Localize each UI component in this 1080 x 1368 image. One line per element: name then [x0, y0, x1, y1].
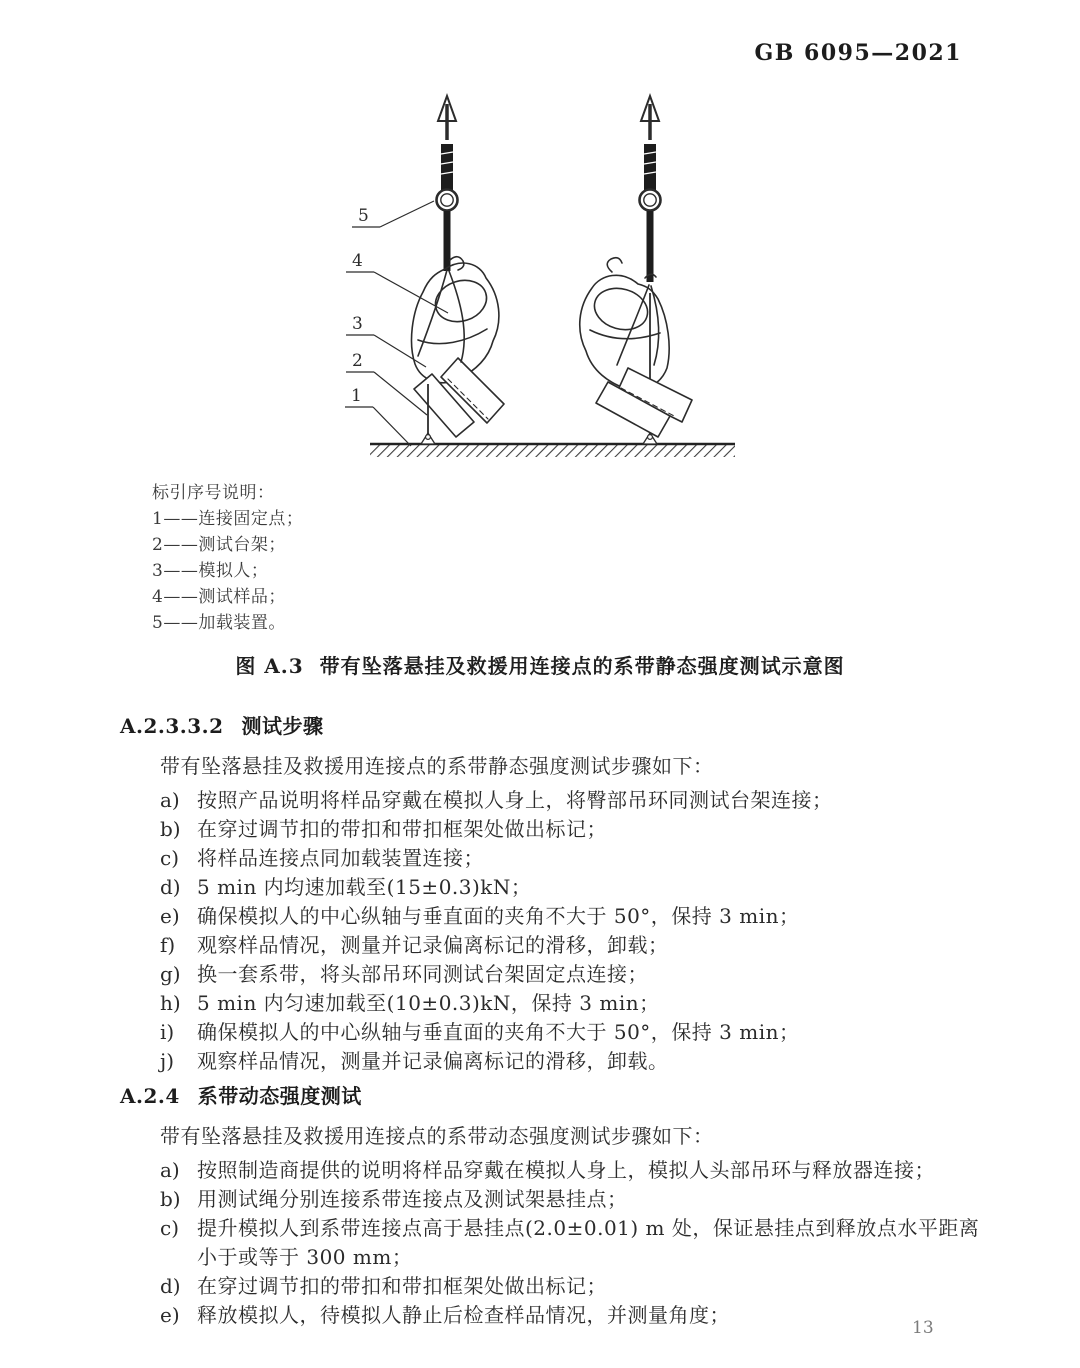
- standard-code-header: GB 6095—2021: [754, 40, 962, 66]
- test-steps-list: [120, 786, 980, 1076]
- section-number: A.2.4: [120, 1084, 180, 1108]
- list-item: b) 在穿过调节扣的带扣和带扣框架处做出标记；: [160, 817, 607, 841]
- load-ring-icon: [640, 190, 661, 211]
- callout-4: 4: [352, 251, 363, 271]
- legend-item: 4——测试样品；: [152, 587, 286, 607]
- figure-caption: [0, 650, 1080, 679]
- section-intro: 带有坠落悬挂及救援用连接点的系带静态强度测试步骤如下：: [160, 754, 714, 778]
- section-title: 系带动态强度测试: [197, 1084, 362, 1108]
- figure-legend: [152, 480, 303, 636]
- legend-item: 5——加载装置。: [152, 613, 286, 633]
- list-item: d) 5 min 内均速加载至(15±0.3)kN；: [160, 875, 532, 899]
- legend-item: 2——测试台架；: [152, 535, 286, 555]
- right-load-assembly: [640, 96, 661, 282]
- load-ring-icon: [437, 190, 458, 211]
- legend-item: 1——连接固定点；: [152, 509, 304, 529]
- legend-item: 3——模拟人；: [152, 561, 269, 581]
- list-item: d) 在穿过调节扣的带扣和带扣框架处做出标记；: [160, 1274, 607, 1298]
- list-item: h) 5 min 内匀速加载至(10±0.3)kN，保持 3 min；: [160, 991, 660, 1015]
- left-dummy: [412, 257, 504, 437]
- ground-hatch: [370, 444, 735, 457]
- section-heading: [120, 712, 980, 740]
- figure-caption-label: 图 A.3: [235, 654, 304, 678]
- section-number: A.2.3.3.2: [120, 714, 224, 738]
- page-number: 13: [912, 1318, 934, 1338]
- legend-title: 标引序号说明：: [152, 483, 275, 503]
- list-item: i) 确保模拟人的中心纵轴与垂直面的夹角不大于 50°，保持 3 min；: [160, 1020, 800, 1044]
- list-item: b) 用测试绳分别连接系带连接点及测试架悬挂点；: [160, 1187, 628, 1211]
- list-item: a) 按照制造商提供的说明将样品穿戴在模拟人身上，模拟人头部吊环与释放器连接；: [160, 1158, 935, 1182]
- list-item: f) 观察样品情况，测量并记录偏离标记的滑移，卸载；: [160, 933, 669, 957]
- list-item: c) 提升模拟人到系带连接点高于悬挂点(2.0±0.01) m 处，保证悬挂点到释放点水平距离小于或等于 300 mm；: [160, 1216, 980, 1269]
- list-item: e) 确保模拟人的中心纵轴与垂直面的夹角不大于 50°，保持 3 min；: [160, 904, 800, 928]
- list-item: c) 将样品连接点同加载装置连接；: [160, 846, 484, 870]
- right-dummy: [580, 258, 692, 437]
- list-item: a) 按照产品说明将样品穿戴在模拟人身上，将臀部吊环同测试台架连接；: [160, 788, 833, 812]
- section-intro: 带有坠落悬挂及救援用连接点的系带动态强度测试步骤如下：: [160, 1124, 714, 1148]
- list-item: g) 换一套系带，将头部吊环同测试台架固定点连接；: [160, 962, 648, 986]
- callout-1: 1: [351, 386, 362, 406]
- figure-caption-text: 带有坠落悬挂及救援用连接点的系带静态强度测试示意图: [319, 654, 845, 678]
- section-heading: [120, 1082, 980, 1110]
- list-item: j) 观察样品情况，测量并记录偏离标记的滑移，卸载。: [160, 1049, 669, 1073]
- section-a2332: [120, 712, 980, 1076]
- test-steps-list: [120, 1156, 980, 1330]
- list-item: e) 释放模拟人，待模拟人静止后检查样品情况，并测量角度；: [160, 1303, 730, 1327]
- section-a24: [120, 1082, 980, 1330]
- callout-3: 3: [352, 314, 363, 334]
- left-load-assembly: [437, 96, 458, 271]
- callout-5: 5: [358, 206, 369, 226]
- figure-a3-diagram: [320, 88, 790, 468]
- section-title: 测试步骤: [241, 714, 324, 738]
- callout-2: 2: [352, 351, 363, 371]
